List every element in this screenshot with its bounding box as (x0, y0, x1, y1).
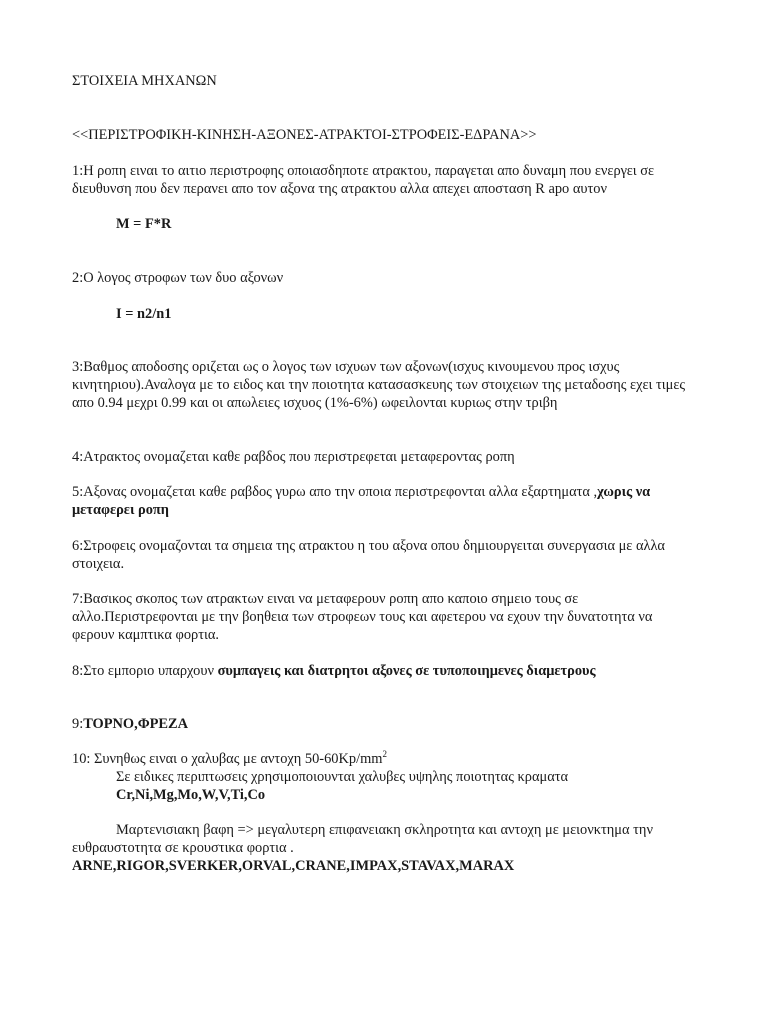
paragraph-9 (72, 716, 692, 734)
paragraph-8-bold: συμπαγεις και διατρητοι αξονες σε τυποποιημενες διαμετρους (217, 663, 596, 679)
paragraph-10-line-2: Σε ειδικες περιπτωσεις χρησιμοποιουνται χαλυβες υψηλης ποιοτητας κραματα (116, 769, 569, 785)
formula-moment: M = F*R (116, 216, 172, 232)
paragraph-5 (72, 484, 692, 520)
paragraph-8-text: 8:Στο εμποριο υπαρχουν (72, 663, 218, 679)
paragraph-1: 1:Η ροπη ειναι το αιτιο περιστροφης οποιασδηποτε ατρακτου, παραγεται απο δυναμη που ενεργει σε διευθυνση που δεν περανει απο τον αξονα της ατρακτου αλλα απεχει αποσταση R apo αυτον (72, 163, 655, 197)
document-title: ΣΤΟΙΧΕΙΑ ΜΗΧΑΝΩΝ (72, 73, 217, 89)
paragraph-2: 2:Ο λογος στροφων των δυο αξονων (72, 270, 284, 286)
paragraph-9-bold: ΤΟΡΝΟ,ΦΡΕΖΑ (83, 716, 189, 732)
paragraph-6: 6:Στροφεις ονομαζονται τα σημεια της ατρακτου η του αξονα οπου δημιουργειται συνεργασια με αλλα στοιχεια. (72, 538, 665, 572)
paragraph-5-bold: χωρις να μεταφερει ροπη (72, 484, 651, 518)
paragraph-11: Μαρτενισιακη βαφη => μεγαλυτερη επιφανειακη σκληροτητα και αντοχη με μειονκτημα την ευθραυστοτητα σε κρουστικα φορτια . (72, 822, 653, 856)
paragraph-10 (72, 751, 692, 769)
formula-ratio: I = n2/n1 (116, 306, 172, 322)
paragraph-7: 7:Βασικος σκοπος των ατρακτων ειναι να μεταφερουν ροπη απο καποιο σημειο τους σε αλλο.Περιστρεφονται με την βοηθεια των στροφεων τους και αφετερου να εχουν την δυνατοτητα να φερουν καμπτικα φορτια. (72, 591, 653, 643)
document-subtitle: <<ΠΕΡΙΣΤΡΟΦΙΚΗ-ΚΙΝΗΣΗ-ΑΞΟΝΕΣ-ΑΤΡΑΚΤΟΙ-ΣΤΡΟΦΕΙΣ-ΕΔΡΑΝΑ>> (72, 127, 537, 143)
paragraph-10-alloys: Cr,Ni,Mg,Mo,W,V,Ti,Co (116, 787, 266, 803)
paragraph-4: 4:Ατρακτος ονομαζεται καθε ραβδος που περιστρεφεται μεταφεροντας ροπη (72, 449, 515, 465)
paragraph-3: 3:Βαθμος αποδοσης οριζεται ως ο λογος των ισχυων των αξονων(ισχυς κινουμενου προς ισχυς κινητηριου).Αναλογα με το ειδος και την ποιοτητα κατασασκευης των στοιχειων της μεταδοσης εχει τιμες απο 0.94 μεχρι 0.99 και οι απωλειες ισχυος (1%-6%) ωφειλονται κυριως στην τριβη (72, 359, 686, 411)
paragraph-5-text: 5:Αξονας ονομαζεται καθε ραβδος γυρω απο την οποια περιστρεφονται αλλα εξαρτηματα , (72, 484, 598, 500)
paragraph-10-superscript: 2 (382, 749, 387, 760)
paragraph-8 (72, 663, 692, 681)
steel-grades: ARNE,RIGOR,SVERKER,ORVAL,CRANE,IMPAX,STAVAX,MARAX (72, 858, 515, 874)
paragraph-9-number: 9: (72, 716, 84, 732)
paragraph-10-text: 10: Συνηθως ειναι ο χαλυβας με αντοχη 50-60Kp/mm (72, 751, 383, 767)
